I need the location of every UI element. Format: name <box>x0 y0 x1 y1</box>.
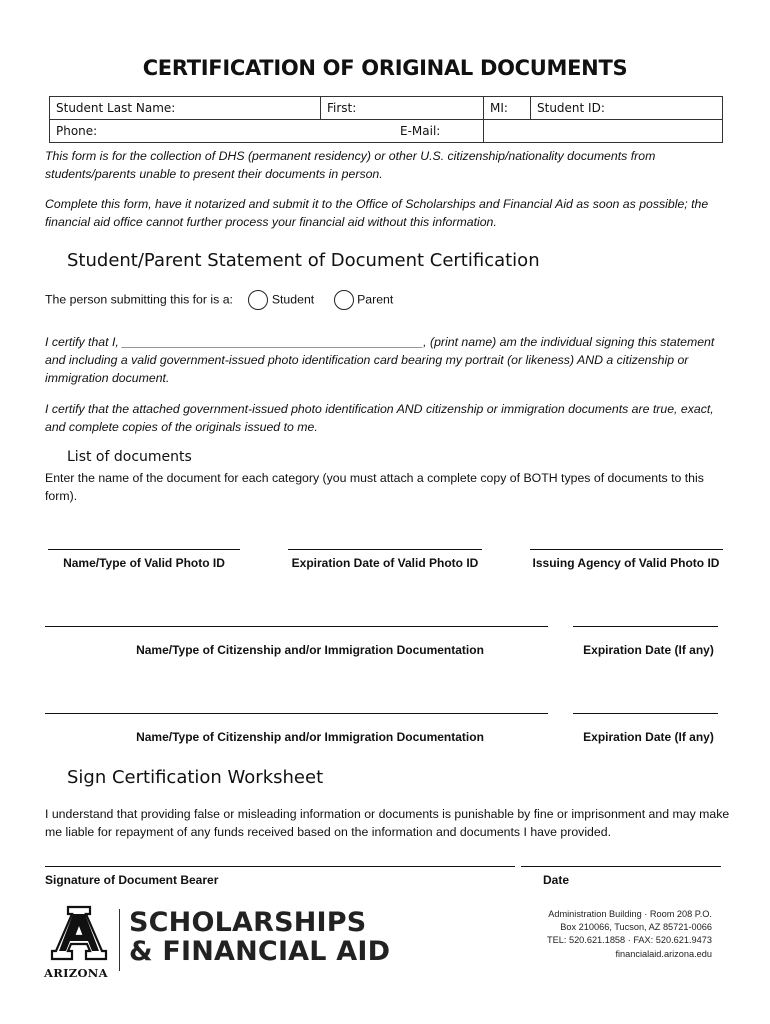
citizenship-exp-2-line[interactable] <box>573 713 718 714</box>
photo-id-name-line[interactable] <box>48 549 240 550</box>
citizenship-doc-1-caption: Name/Type of Citizenship and/or Immigration Documentation <box>136 643 484 657</box>
citizenship-doc-1-line[interactable] <box>45 626 548 627</box>
sign-heading: Sign Certification Worksheet <box>67 767 324 788</box>
student-option-label: Student <box>271 292 315 307</box>
citizenship-exp-1-caption: Expiration Date (If any) <box>583 643 714 657</box>
first-name-label: First: <box>327 101 357 115</box>
brand-wordmark <box>129 908 390 966</box>
student-radio[interactable] <box>248 290 268 310</box>
certify-name-paragraph: I certify that I, ____________________________________________, (print name) am the individual signing this statement and including a valid government-issued photo identification card bearing my portrait (or likeness) AND a citizenship or immigration document. <box>45 335 715 385</box>
mi-label: MI: <box>490 101 508 115</box>
person-type-row <box>45 290 545 310</box>
intro-paragraph-1: This form is for the collection of DHS (permanent residency) or other U.S. citizenship/nationality documents from students/parents unable to present their documents in person. <box>45 149 656 181</box>
brand-line-1: SCHOLARSHIPS <box>129 907 367 938</box>
sign-statement: I understand that providing false or misleading information or documents is punishable by fine or imprisonment and may make me liable for repayment of any funds received based on the information and documents I have provided. <box>45 807 730 839</box>
intro-paragraph-2: Complete this form, have it notarized and submit it to the Office of Scholarships and Financial Aid as soon as possible; the financial aid office cannot further process your financial aid without this information. <box>45 197 709 229</box>
page-title: CERTIFICATION OF ORIGINAL DOCUMENTS <box>142 56 628 80</box>
student-id-label: Student ID: <box>537 101 605 115</box>
office-address <box>547 908 712 961</box>
certify-copies-paragraph: I certify that the attached government-issued photo identification AND citizenship or immigration documents are true, exact, and complete copies of the originals issued to me. <box>45 402 714 434</box>
address-line-3: TEL: 520.621.1858 · FAX: 520.621.9473 <box>547 935 712 946</box>
signature-caption: Signature of Document Bearer <box>45 873 219 887</box>
documents-heading: List of documents <box>67 449 192 465</box>
citizenship-exp-1-line[interactable] <box>573 626 718 627</box>
phone-label: Phone: <box>56 124 98 138</box>
email-label: E-Mail: <box>400 124 441 138</box>
date-line[interactable] <box>521 866 721 867</box>
brand-line-2: & FINANCIAL AID <box>129 936 391 967</box>
website-link[interactable]: financialaid.arizona.edu <box>615 948 712 959</box>
citizenship-doc-2-line[interactable] <box>45 713 548 714</box>
photo-id-expiration-line[interactable] <box>288 549 482 550</box>
photo-id-expiration-caption: Expiration Date of Valid Photo ID <box>291 556 479 570</box>
email-field[interactable] <box>400 120 723 143</box>
arizona-wordmark: ARIZONA <box>44 966 108 980</box>
address-line-1: Administration Building · Room 208 P.O. <box>548 909 712 919</box>
citizenship-exp-2-caption: Expiration Date (If any) <box>583 730 714 744</box>
arizona-logo <box>44 905 114 980</box>
parent-option-label: Parent <box>357 292 394 307</box>
documents-instructions: Enter the name of the document for each category (you must attach a complete copy of BOTH types of documents to this form). <box>45 471 704 503</box>
mi-field[interactable] <box>484 97 531 120</box>
student-id-field[interactable] <box>531 97 723 120</box>
parent-radio[interactable] <box>334 290 354 310</box>
photo-id-name-caption: Name/Type of Valid Photo ID <box>63 556 225 570</box>
signature-line[interactable] <box>45 866 515 867</box>
last-name-field[interactable] <box>50 97 321 120</box>
citizenship-doc-2-caption: Name/Type of Citizenship and/or Immigration Documentation <box>136 730 484 744</box>
statement-heading: Student/Parent Statement of Document Certification <box>67 250 540 271</box>
person-type-label: The person submitting this for is a: <box>45 292 233 307</box>
photo-id-agency-line[interactable] <box>530 549 723 550</box>
date-caption: Date <box>543 873 570 887</box>
first-name-field[interactable] <box>321 97 484 120</box>
photo-id-agency-caption: Issuing Agency of Valid Photo ID <box>532 556 720 570</box>
logo-divider <box>119 909 120 971</box>
arizona-a-icon <box>44 905 114 961</box>
address-line-2: Box 210066, Tucson, AZ 85721-0066 <box>560 922 712 933</box>
last-name-label: Student Last Name: <box>56 101 176 115</box>
student-info-table <box>49 96 723 143</box>
